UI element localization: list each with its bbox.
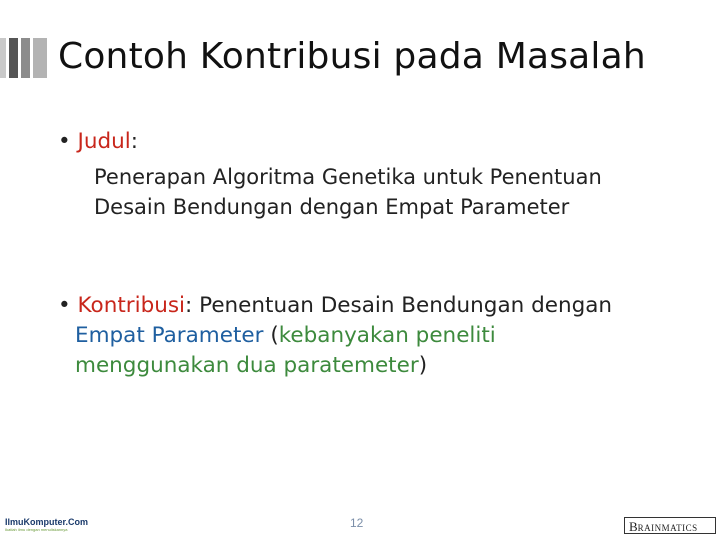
accent-bar	[33, 38, 47, 78]
kontribusi-line1	[58, 291, 612, 321]
ilmukomputer-logo-text: IlmuKomputer.Com	[5, 517, 89, 527]
paren-close: )	[418, 353, 428, 378]
brainmatics-logo	[624, 517, 716, 534]
bullet-marker: •	[58, 129, 71, 154]
kontribusi-text: Penentuan Desain Bendungan dengan	[192, 293, 613, 318]
bullet-marker: •	[58, 293, 71, 318]
ilmukomputer-logo	[5, 517, 89, 535]
judul-colon: :	[130, 129, 138, 154]
judul-label: Judul	[77, 129, 131, 154]
accent-bar	[0, 38, 6, 78]
accent-bar	[9, 38, 18, 78]
slide-title: Contoh Kontribusi pada Masalah	[58, 36, 646, 77]
page-number: 12	[350, 516, 364, 530]
accent-bar	[21, 38, 30, 78]
menggunakan-text: menggunakan dua paratemeter	[75, 353, 419, 378]
kontribusi-line3	[58, 351, 612, 381]
brainmatics-logo-rain: RAIN	[637, 523, 662, 533]
judul-subtitle	[94, 162, 602, 222]
brainmatics-logo-b: B	[629, 519, 638, 534]
kontribusi-label: Kontribusi	[77, 293, 186, 318]
paren-open: (	[263, 323, 279, 348]
ilmukomputer-logo-tagline: Ikatlah ilmu dengan menuliskannya	[5, 527, 68, 532]
brainmatics-logo-matics: MATICS	[661, 523, 698, 533]
empat-parameter-text: Empat Parameter	[75, 323, 264, 348]
judul-subtitle-line2: Desain Bendungan dengan Empat Parameter	[94, 195, 570, 219]
title-accent-bars	[0, 38, 50, 78]
bullet-kontribusi	[58, 291, 612, 381]
judul-subtitle-line1: Penerapan Algoritma Genetika untuk Penentuan	[94, 165, 602, 189]
bullet-judul	[58, 127, 138, 157]
kebanyakan-text: kebanyakan peneliti	[278, 323, 496, 348]
kontribusi-colon: :	[185, 293, 193, 318]
kontribusi-line2	[58, 321, 612, 351]
